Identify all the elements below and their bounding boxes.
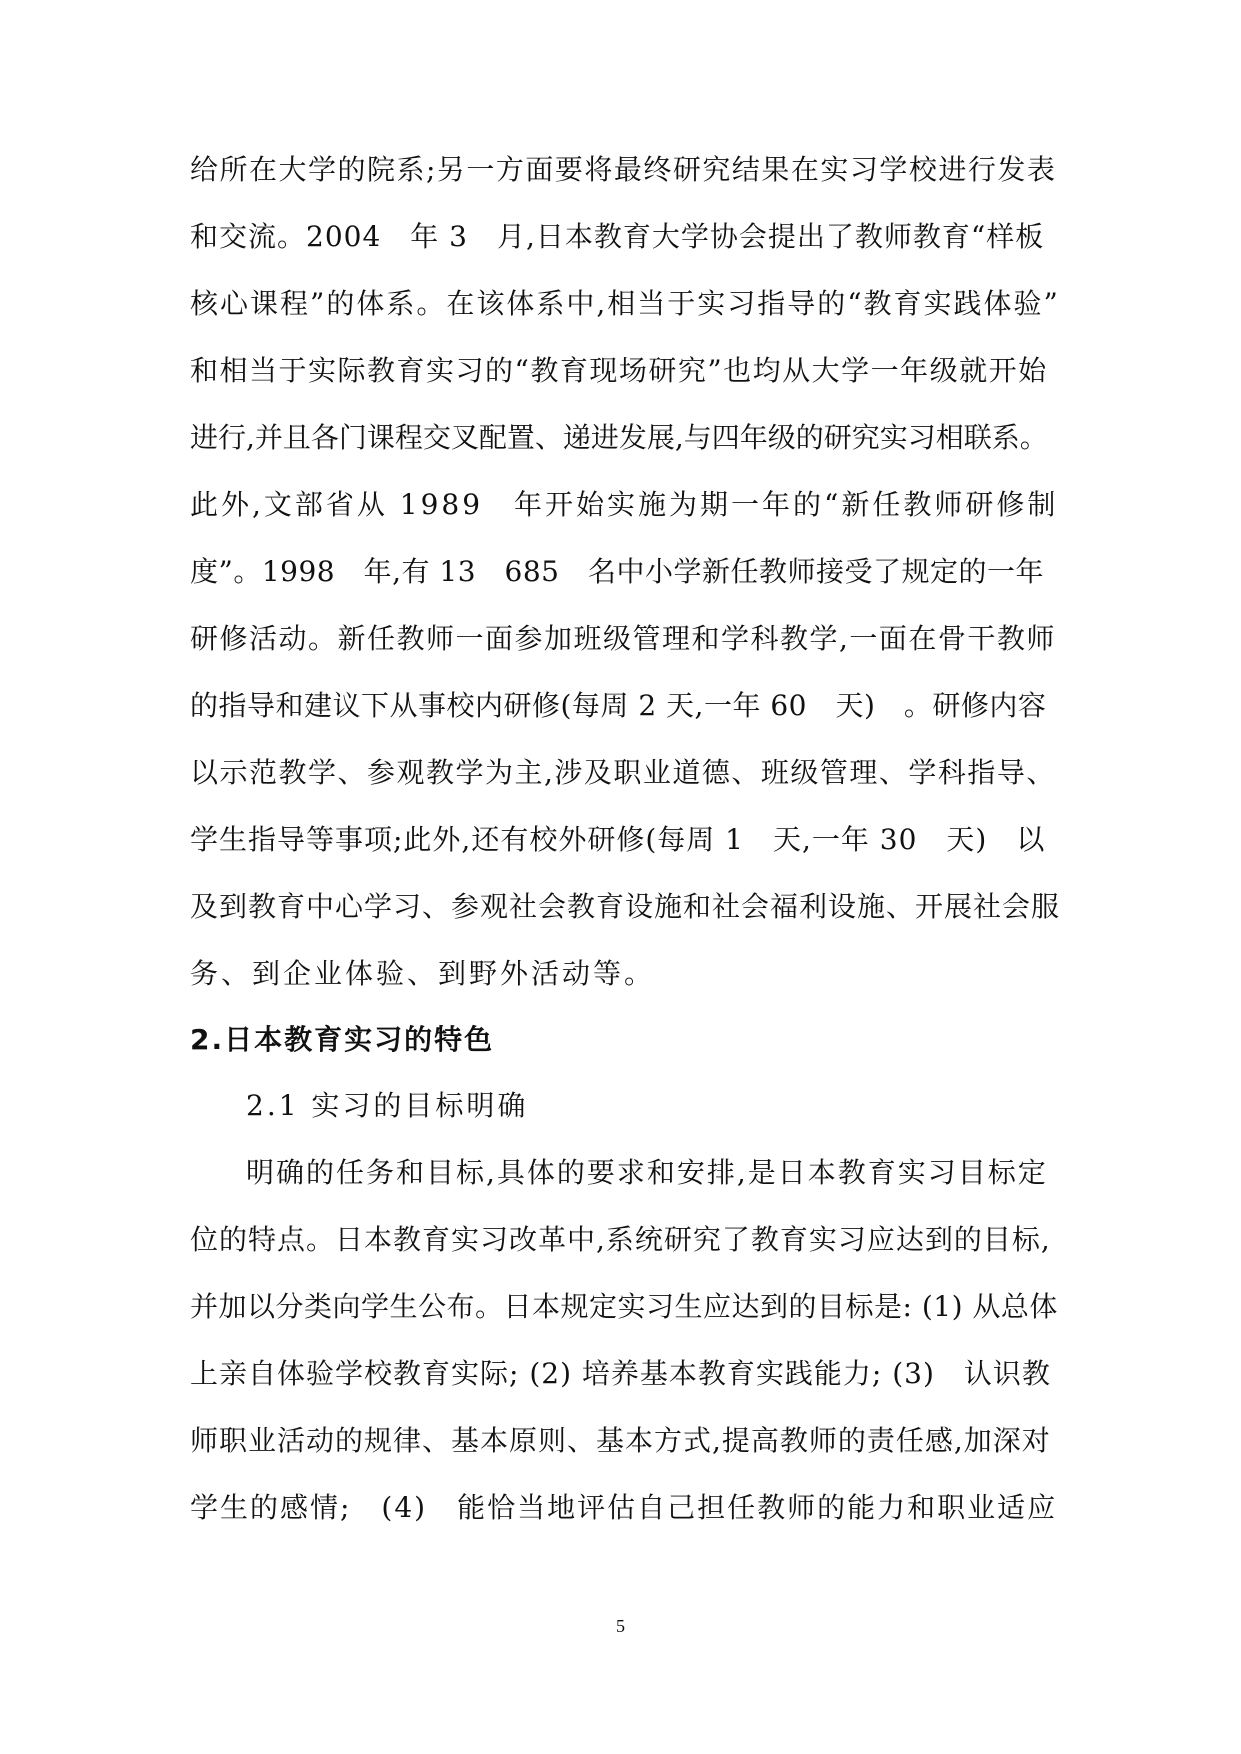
paragraph-line: 学生的感情; (4) 能恰当地评估自己担任教师的能力和职业适应 xyxy=(190,1491,1058,1524)
paragraph-line: 的指导和建议下从事校内研修(每周 2 天,一年 60 天) 。研修内容 xyxy=(190,689,1047,722)
paragraph-line: 和交流。2004 年 3 月,日本教育大学协会提出了教师教育“样板 xyxy=(190,220,1045,253)
paragraph-line: 此外,文部省从 1989 年开始实施为期一年的“新任教师研修制 xyxy=(190,488,1059,521)
paragraph-line: 明确的任务和目标,具体的要求和安排,是日本教育实习目标定 xyxy=(246,1156,1048,1189)
paragraph-line: 位的特点。日本教育实习改革中,系统研究了教育实习应达到的目标, xyxy=(190,1223,1051,1256)
subsection-heading: 2.1 实习的目标明确 xyxy=(246,1089,529,1122)
page-number: 5 xyxy=(616,1616,625,1636)
paragraph-line: 研修活动。新任教师一面参加班级管理和学科教学,一面在骨干教师 xyxy=(190,622,1056,655)
section-heading: 2.日本教育实习的特色 xyxy=(190,1023,495,1056)
paragraph-line: 上亲自体验学校教育实际; (2) 培养基本教育实践能力; (3) 认识教 xyxy=(190,1357,1051,1390)
paragraph-line: 度”。1998 年,有 13 685 名中小学新任教师接受了规定的一年 xyxy=(190,555,1044,588)
paragraph-line: 给所在大学的院系;另一方面要将最终研究结果在实习学校进行发表 xyxy=(190,153,1057,186)
paragraph-line: 师职业活动的规律、基本原则、基本方式,提高教师的责任感,加深对 xyxy=(190,1424,1051,1457)
paragraph-line: 进行,并且各门课程交叉配置、递进发展,与四年级的研究实习相联系。 xyxy=(190,421,1048,454)
paragraph-line: 务、到企业体验、到野外活动等。 xyxy=(190,957,656,990)
paragraph-line: 和相当于实际教育实习的“教育现场研究”也均从大学一年级就开始 xyxy=(190,354,1048,387)
paragraph-line: 以示范教学、参观教学为主,涉及职业道德、班级管理、学科指导、 xyxy=(190,756,1056,789)
paragraph-line: 并加以分类向学生公布。日本规定实习生应达到的目标是: (1) 从总体 xyxy=(190,1290,1058,1323)
paragraph-line: 学生指导等事项;此外,还有校外研修(每周 1 天,一年 30 天) 以 xyxy=(190,823,1046,856)
paragraph-line: 及到教育中心学习、参观社会教育设施和社会福利设施、开展社会服 xyxy=(190,890,1061,923)
paragraph-line: 核心课程”的体系。在该体系中,相当于实习指导的“教育实践体验” xyxy=(190,287,1060,320)
